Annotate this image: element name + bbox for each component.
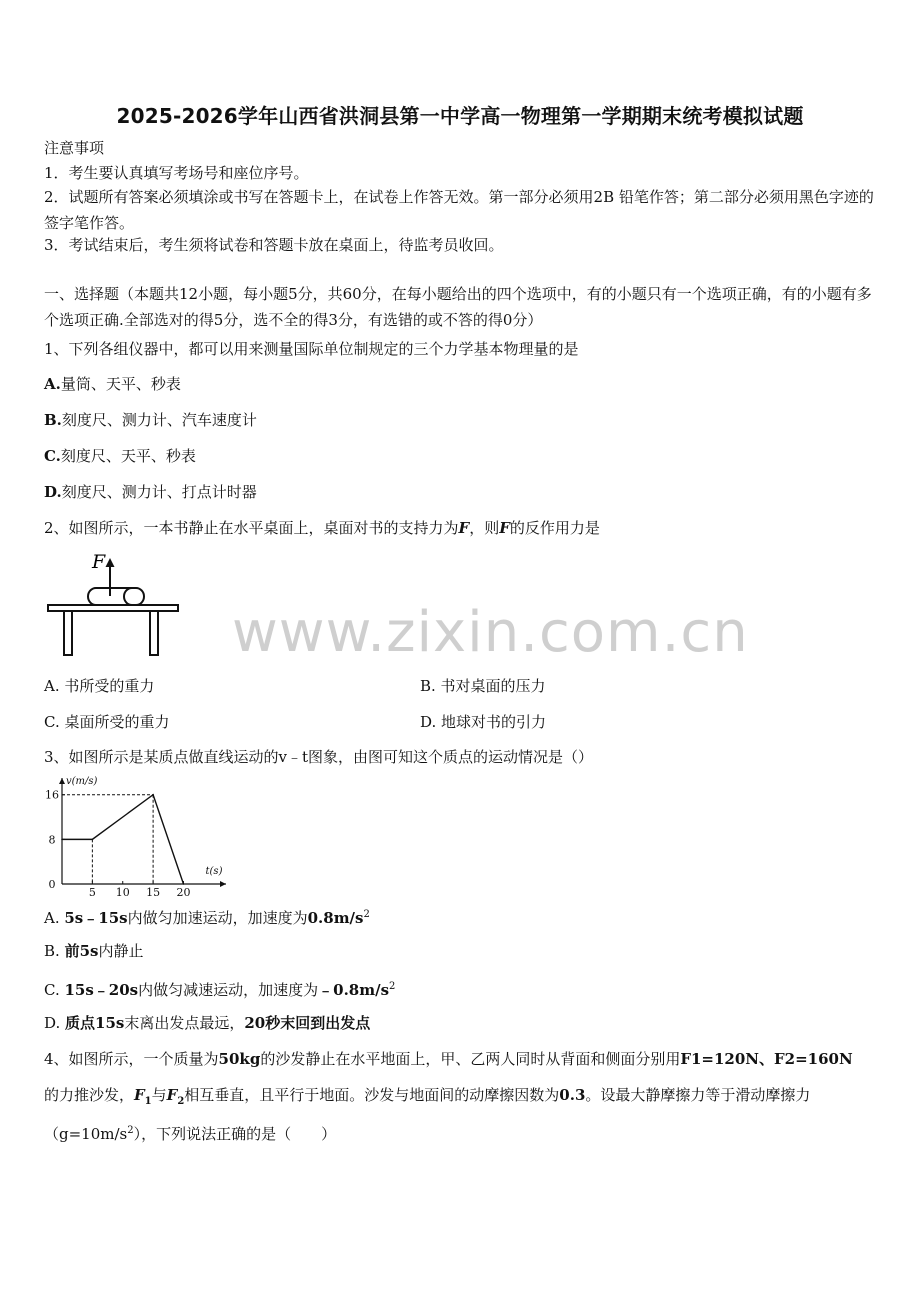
- vt-chart: [44, 770, 244, 896]
- q4-line-3: $(g=10m/s^2)$，下列说法正确的是（ ）: [44, 1125, 337, 1143]
- origin-label: 0: [48, 878, 56, 891]
- q3-option-a: A. 5s﹣15s内做匀加速运动，加速度为$0.8m/s^2$: [44, 909, 370, 927]
- velocity-series-line: [62, 795, 183, 884]
- notice-item-3: 3．考试结束后，考生须将试卷和答题卡放在桌面上，待监考员收回。: [44, 236, 504, 254]
- q1-option-d: D.刻度尺、测力计、打点计时器: [44, 483, 257, 501]
- q1-option-a: A.量筒、天平、秒表: [44, 375, 181, 393]
- notice-item-1: 1．考生要认真填写考场号和座位序号。: [44, 164, 309, 182]
- q4-force-values: F1=120N、F2=160N: [680, 1050, 853, 1068]
- notice-heading: 注意事项: [44, 139, 105, 157]
- y-axis-arrow: [59, 778, 65, 784]
- data-point: [183, 883, 185, 885]
- q4-line-1: 4、如图所示，一个质量为50kg的沙发静止在水平地面上，甲、乙两人同时从背面和侧面分别用F1=120N、F2=160N: [44, 1050, 853, 1068]
- q2-option-b: B. 书对桌面的压力: [420, 677, 546, 695]
- page-title: 2025-2026学年山西省洪洞县第一中学高一物理第一学期期末统考模拟试题: [116, 104, 804, 128]
- data-point: [61, 839, 63, 841]
- q1-option-b: B.刻度尺、测力计、汽车速度计: [44, 411, 257, 429]
- q2-option-a: A. 书所受的重力: [44, 677, 155, 695]
- x-tick-label: 10: [115, 886, 130, 896]
- y-tick-label: 16: [45, 788, 59, 802]
- data-point: [152, 794, 154, 796]
- notice-item-2: 2．试题所有答案必须填涂或书写在答题卡上，在试卷上作答无效。第一部分必须用2B 铅笔作答；第二部分必须用黑色字迹的签字笔作答。: [44, 188, 874, 232]
- watermark: www.zixin.com.cn: [232, 600, 749, 665]
- x-axis-arrow: [220, 881, 226, 887]
- q2-option-c: C. 桌面所受的重力: [44, 713, 170, 731]
- q4-line-2: 的力推沙发，$F_1$与$F_2$相互垂直，且平行于地面。沙发与地面间的动摩擦因数为0.3。设最大静摩擦力等于滑动摩擦力: [44, 1086, 811, 1107]
- x-axis-label: t(s): [205, 866, 223, 877]
- book-table-figure: [44, 548, 184, 660]
- x-tick-label: 20: [176, 886, 191, 896]
- q3-option-c: C. 15s﹣20s内做匀减速运动，加速度为$﹣0.8m/s^2$: [44, 981, 396, 999]
- x-tick-label: 5: [88, 886, 96, 896]
- force-label: F: [92, 551, 106, 573]
- q1-option-c: C.刻度尺、天平、秒表: [44, 447, 196, 465]
- x-tick-label: 15: [146, 886, 161, 896]
- q1-stem: 1、下列各组仪器中，都可以用来测量国际单位制规定的三个力学基本物理量的是: [44, 340, 579, 358]
- q2-option-d: D. 地球对书的引力: [420, 713, 547, 731]
- y-tick-label: 8: [48, 833, 56, 847]
- q3-stem: 3、如图所示是某质点做直线运动的v﹣t图象，由图可知这个质点的运动情况是（）: [44, 748, 594, 766]
- section-heading: 一、选择题（本题共12小题，每小题5分，共60分，在每小题给出的四个选项中，有的小题只有一个选项正确，有的小题有多个选项正确.全部选对的得5分，选不全的得3分，有选错的或不答的得0分）: [44, 285, 872, 329]
- data-point: [92, 839, 94, 841]
- q2-stem: 2、如图所示，一本书静止在水平桌面上，桌面对书的支持力为F，则F的反作用力是: [44, 519, 600, 537]
- q3-option-d: D. 质点15s末离出发点最远，20秒末回到出发点: [44, 1014, 371, 1032]
- y-axis-label: v(m/s): [66, 776, 98, 787]
- q3-option-b: B. 前5s内静止: [44, 942, 144, 960]
